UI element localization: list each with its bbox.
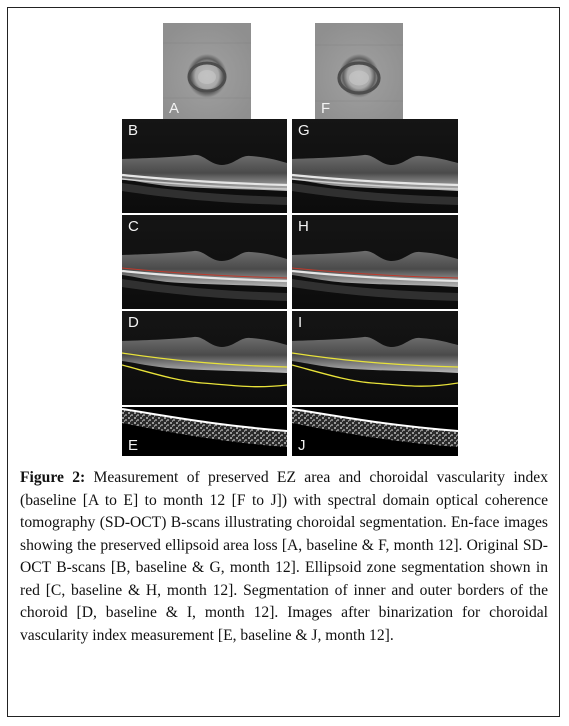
panel-label-f: F xyxy=(321,100,331,117)
binarized-panel-j xyxy=(292,407,458,456)
bscan-image-g xyxy=(292,119,458,213)
panel-label-a: A xyxy=(169,100,180,117)
bscan-image-i xyxy=(292,311,458,405)
binarized-image-j xyxy=(292,407,458,456)
bscan-panel-c xyxy=(122,215,287,309)
panel-label-b: B xyxy=(128,122,139,139)
bscan-panel-d xyxy=(122,311,287,405)
bscan-image-c xyxy=(122,215,287,309)
bscan-panel-g xyxy=(292,119,458,213)
bscan-image-b xyxy=(122,119,287,213)
bscan-image-h xyxy=(292,215,458,309)
panel-label-h: H xyxy=(298,218,309,235)
enface-panel-f xyxy=(315,23,403,119)
panel-label-j: J xyxy=(298,437,306,454)
panel-label-g: G xyxy=(298,122,310,139)
bscan-panel-b xyxy=(122,119,287,213)
panel-label-i: I xyxy=(298,314,303,331)
panel-label-d: D xyxy=(128,314,139,331)
figure-caption-label: Figure 2: xyxy=(20,469,86,486)
figure-caption xyxy=(20,467,548,647)
enface-panel-a xyxy=(163,23,251,119)
panel-label-e: E xyxy=(128,437,139,454)
binarized-image-e xyxy=(122,407,287,456)
bscan-image-d xyxy=(122,311,287,405)
binarized-panel-e xyxy=(122,407,287,456)
figure-caption-text: Measurement of preserved EZ area and choroidal vascularity index (baseline [A to E] to month 12 [F to J]) with spectral domain optical coherence tomography (SD-OCT) B-scans illustrating choroidal segmentation. En-face images showing the preserved ellipsoid area loss [A, baseline & F, month 12]. Original SD-OCT B-scans [B, baseline & G, month 12]. Ellipsoid zone segmentation shown in red [C, baseline & H, month 12]. Segmentation of inner and outer borders of the choroid [D, baseline & I, month 12]. Images after binarization for choroidal vascularity index measurement [E, baseline & J, month 12]. xyxy=(20,469,548,644)
bscan-panel-h xyxy=(292,215,458,309)
bscan-panel-i xyxy=(292,311,458,405)
panel-label-c: C xyxy=(128,218,139,235)
